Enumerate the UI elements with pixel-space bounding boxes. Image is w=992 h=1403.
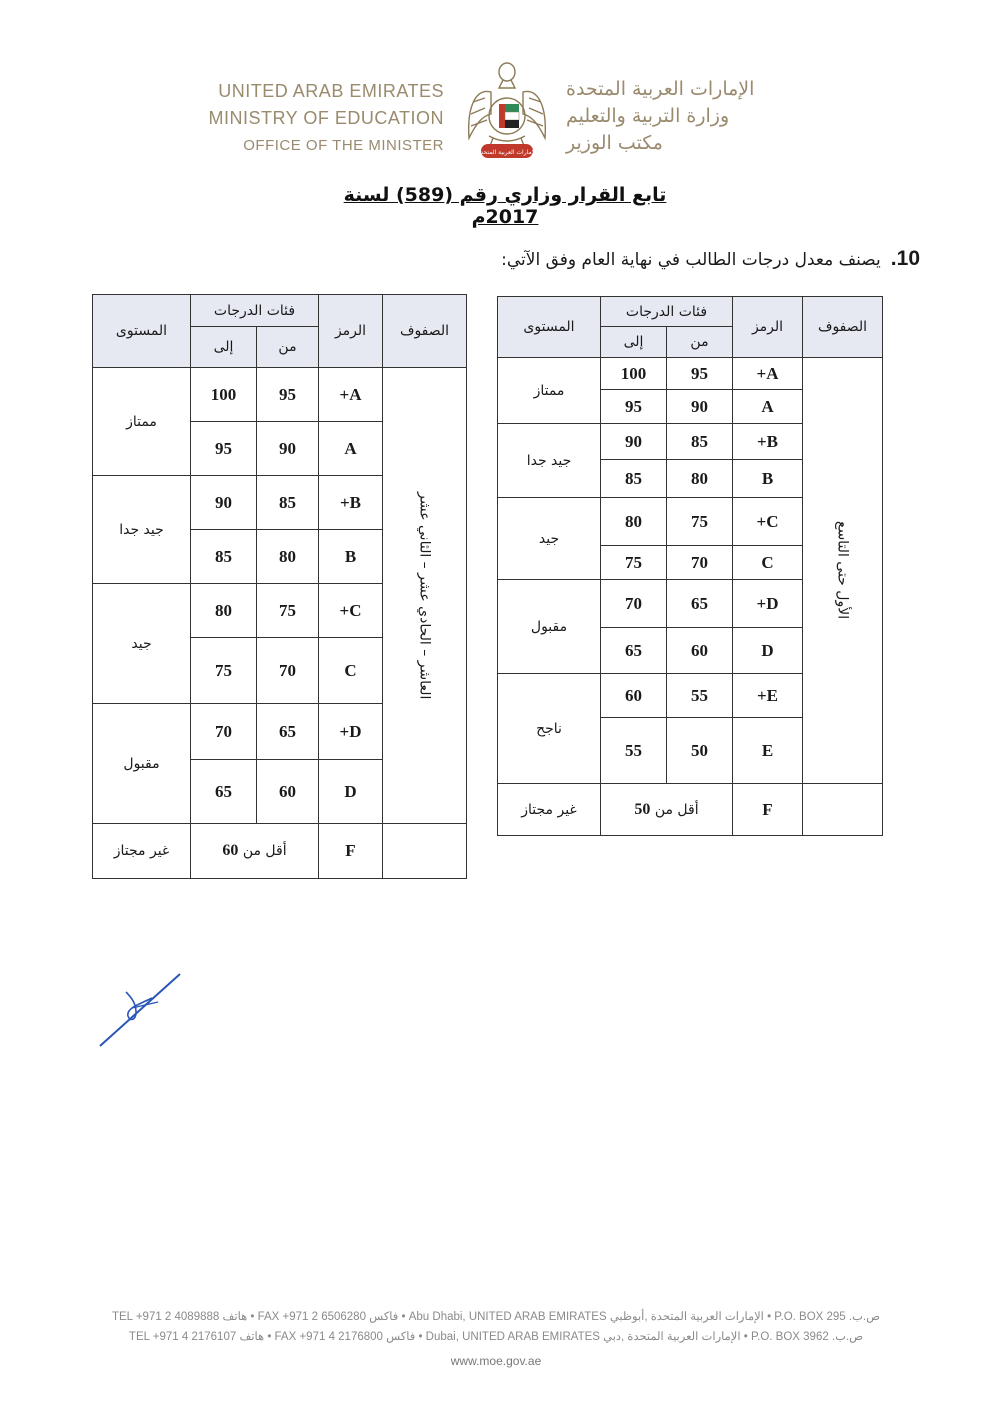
letterhead-ar-ministry: وزارة التربية والتعليم <box>566 105 730 127</box>
level-cell: غير مجتاز <box>93 824 191 879</box>
footer-dubai: TEL +971 4 2176107 هاتف • FAX +971 4 2176800 فاكس • Dubai, UNITED ARAB EMIRATES الإمارات العربية المتحدة ,دبي • P.O. BOX 3962 .ص.ب <box>128 1331 864 1343</box>
symbol-cell: B+ <box>319 476 383 530</box>
from-cell: 95 <box>667 358 733 390</box>
less-than-value: 60 <box>222 842 239 859</box>
to-cell: 95 <box>601 390 667 424</box>
header-grades: الصفوف <box>383 295 467 368</box>
grading-table-grades-1-9 <box>497 296 883 836</box>
level-cell: جيد <box>498 498 601 580</box>
emblem-ribbon-text: الإمارات العربية المتحدة <box>477 149 537 156</box>
header-from: من <box>257 327 319 368</box>
symbol-cell: C+ <box>733 498 803 546</box>
level-cell: ناجح <box>498 674 601 784</box>
header-symbol: الرمز <box>319 295 383 368</box>
header-to: إلى <box>601 327 667 358</box>
level-cell: ممتاز <box>93 368 191 476</box>
grades-cell <box>803 358 883 784</box>
level-cell: ممتاز <box>498 358 601 424</box>
signature-icon <box>96 968 186 1050</box>
header-level: المستوى <box>498 297 601 358</box>
header-symbol: الرمز <box>733 297 803 358</box>
symbol-cell: B+ <box>733 424 803 460</box>
from-cell: 75 <box>667 498 733 546</box>
from-cell: 65 <box>667 580 733 628</box>
fail-range-cell <box>191 824 319 879</box>
uae-emblem-icon <box>463 58 551 166</box>
to-cell: 70 <box>191 704 257 760</box>
from-cell: 75 <box>257 584 319 638</box>
less-than-value: 50 <box>634 800 651 818</box>
from-cell: 90 <box>257 422 319 476</box>
from-cell: 55 <box>667 674 733 718</box>
from-cell: 50 <box>667 718 733 784</box>
from-cell: 70 <box>667 546 733 580</box>
symbol-cell: D <box>733 628 803 674</box>
symbol-cell: E <box>733 718 803 784</box>
to-cell: 65 <box>191 760 257 824</box>
symbol-cell: D+ <box>319 704 383 760</box>
from-cell: 70 <box>257 638 319 704</box>
clause-10 <box>480 247 920 271</box>
footer-website[interactable]: www.moe.gov.ae <box>450 1354 542 1368</box>
grades-cell-empty <box>383 824 467 879</box>
letterhead-english <box>200 78 444 159</box>
grades-label: الأول حتى التاسع <box>834 521 851 620</box>
letterhead-ar-country: الإمارات العربية المتحدة <box>566 78 755 100</box>
to-cell: 70 <box>601 580 667 628</box>
letterhead-en-country: UNITED ARAB EMIRATES <box>218 81 444 101</box>
from-cell: 90 <box>667 390 733 424</box>
symbol-cell: C+ <box>319 584 383 638</box>
from-cell: 60 <box>667 628 733 674</box>
fail-range-cell <box>601 784 733 836</box>
grades-label: العاشر – الحادي عشر – الثاني عشر <box>416 491 433 700</box>
letterhead-arabic <box>566 76 811 157</box>
clause-text: يصنف معدل درجات الطالب في نهاية العام وفق الآتي: <box>501 250 881 270</box>
symbol-cell: A+ <box>319 368 383 422</box>
symbol-cell: C <box>733 546 803 580</box>
to-cell: 95 <box>191 422 257 476</box>
header-to: إلى <box>191 327 257 368</box>
symbol-cell: F <box>733 784 803 836</box>
to-cell: 75 <box>601 546 667 580</box>
level-cell: جيد جدا <box>93 476 191 584</box>
header-from: من <box>667 327 733 358</box>
level-cell: مقبول <box>93 704 191 824</box>
from-cell: 65 <box>257 704 319 760</box>
from-cell: 85 <box>257 476 319 530</box>
symbol-cell: B <box>319 530 383 584</box>
from-cell: 80 <box>257 530 319 584</box>
to-cell: 80 <box>601 498 667 546</box>
header-level: المستوى <box>93 295 191 368</box>
symbol-cell: B <box>733 460 803 498</box>
to-cell: 80 <box>191 584 257 638</box>
to-cell: 85 <box>191 530 257 584</box>
to-cell: 65 <box>601 628 667 674</box>
from-cell: 85 <box>667 424 733 460</box>
less-than-label: أقل من <box>242 843 287 859</box>
to-cell: 75 <box>191 638 257 704</box>
symbol-cell: C <box>319 638 383 704</box>
header-ranges: فئات الدرجات <box>601 297 733 327</box>
from-cell: 95 <box>257 368 319 422</box>
from-cell: 60 <box>257 760 319 824</box>
symbol-cell: E+ <box>733 674 803 718</box>
clause-number: 10. <box>890 247 920 270</box>
grades-cell-empty <box>803 784 883 836</box>
from-cell: 80 <box>667 460 733 498</box>
to-cell: 85 <box>601 460 667 498</box>
to-cell: 90 <box>601 424 667 460</box>
symbol-cell: A+ <box>733 358 803 390</box>
page-title: تابع القرار وزاري رقم (589) لسنة 2017م <box>343 184 667 228</box>
less-than-label: أقل من <box>654 801 699 818</box>
level-cell: جيد <box>93 584 191 704</box>
symbol-cell: A <box>733 390 803 424</box>
footer-abu-dhabi: TEL +971 2 4089888 هاتف • FAX +971 2 6506280 فاكس • Abu Dhabi, UNITED ARAB EMIRATES الإمارات العربية المتحدة ,أبوظبي • P.O. BOX 295 .ص.ب <box>111 1311 881 1323</box>
level-cell: مقبول <box>498 580 601 674</box>
symbol-cell: D+ <box>733 580 803 628</box>
to-cell: 90 <box>191 476 257 530</box>
header-grades: الصفوف <box>803 297 883 358</box>
level-cell: غير مجتاز <box>498 784 601 836</box>
symbol-cell: F <box>319 824 383 879</box>
to-cell: 100 <box>191 368 257 422</box>
header-ranges: فئات الدرجات <box>191 295 319 327</box>
to-cell: 60 <box>601 674 667 718</box>
grades-cell <box>383 368 467 824</box>
symbol-cell: D <box>319 760 383 824</box>
symbol-cell: A <box>319 422 383 476</box>
to-cell: 100 <box>601 358 667 390</box>
grading-table-grades-10-12 <box>92 294 467 879</box>
letterhead-en-office: OFFICE OF THE MINISTER <box>243 137 444 154</box>
level-cell: جيد جدا <box>498 424 601 498</box>
letterhead-en-ministry: MINISTRY OF EDUCATION <box>208 108 444 128</box>
to-cell: 55 <box>601 718 667 784</box>
letterhead-ar-office: مكتب الوزير <box>566 132 663 154</box>
